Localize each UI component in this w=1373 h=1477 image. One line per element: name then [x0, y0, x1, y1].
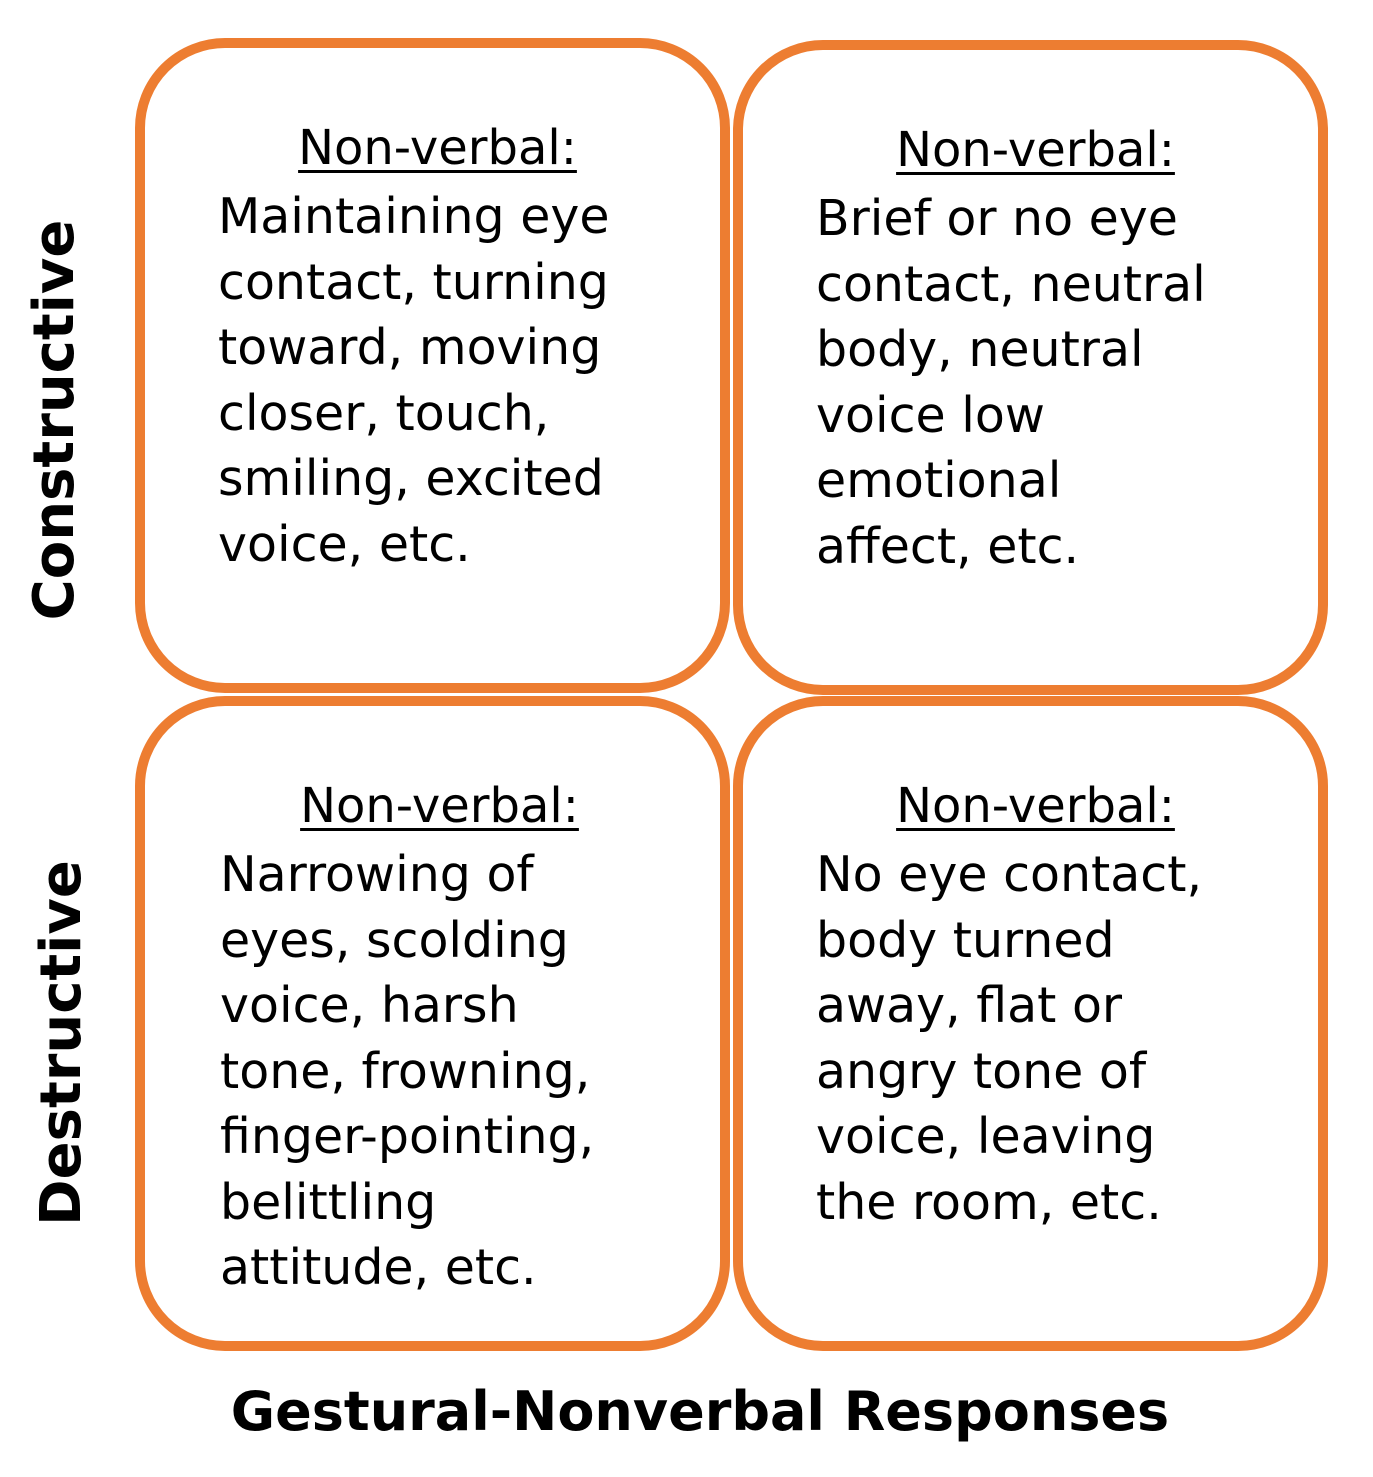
quadrant-title: Non-verbal:	[896, 778, 1175, 834]
quadrant-constructive-active	[135, 38, 730, 693]
row-label-constructive: Constructive	[22, 219, 87, 621]
quadrant-title: Non-verbal:	[300, 778, 579, 834]
quadrant-body: Narrowing of eyes, scolding voice, harsh tone, frowning, finger-pointing, belittling attitude, etc.	[220, 846, 595, 1296]
quadrant-body: Maintaining eye contact, turning toward, moving closer, touch, smiling, excited voice, etc.	[218, 188, 610, 573]
quadrant-body: Brief or no eye contact, neutral body, neutral voice low emotional affect, etc.	[816, 190, 1206, 575]
quadrant-destructive-passive	[733, 696, 1328, 1351]
row-label-destructive: Destructive	[29, 860, 94, 1226]
quadrant-title: Non-verbal:	[896, 122, 1175, 178]
quadrant-destructive-active	[135, 696, 730, 1351]
quadrant-body: No eye contact, body turned away, flat or angry tone of voice, leaving the room, etc.	[816, 846, 1203, 1231]
quadrant-title: Non-verbal:	[298, 120, 577, 176]
x-axis-label: Gestural-Nonverbal Responses	[230, 1380, 1170, 1443]
quadrant-constructive-passive	[733, 40, 1328, 695]
